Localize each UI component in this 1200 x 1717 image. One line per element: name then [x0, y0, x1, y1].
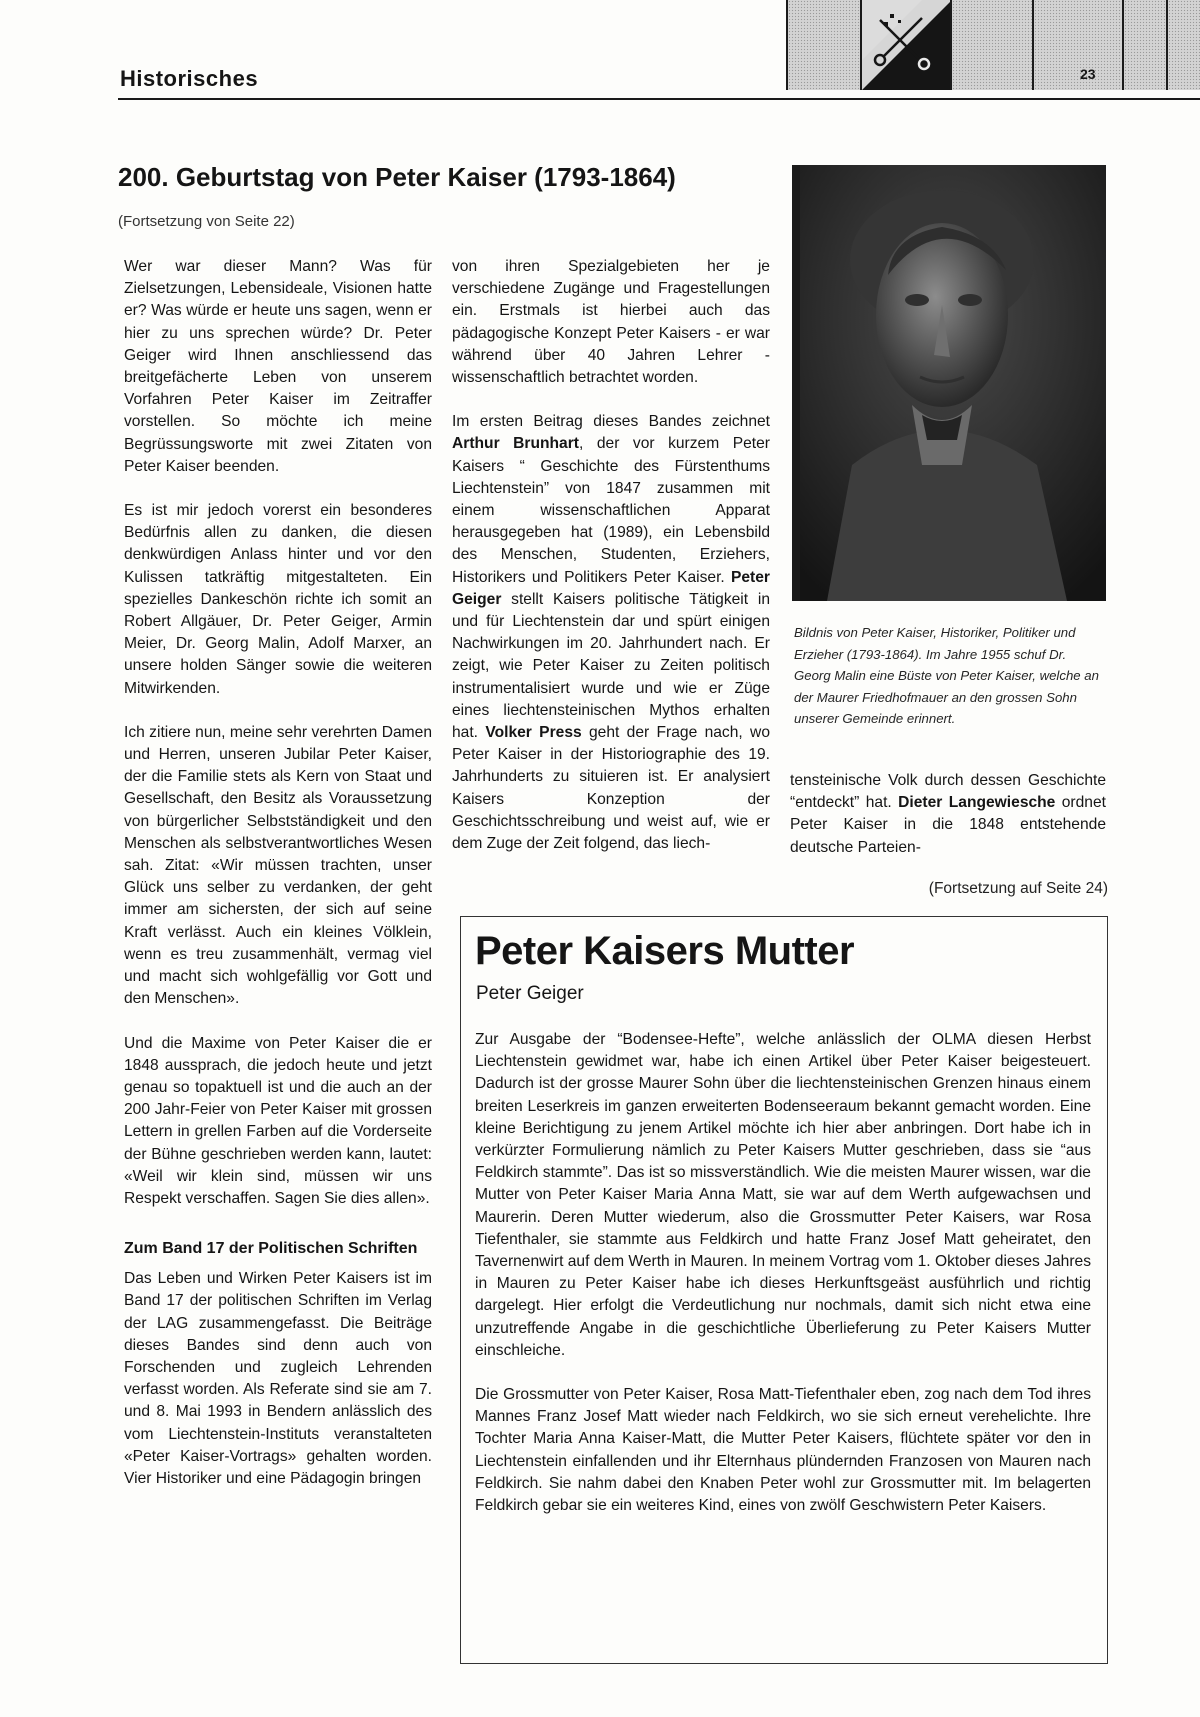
boxed-article-body: [475, 1029, 1091, 1517]
page-number: 23: [1080, 66, 1096, 82]
text-run: stellt Kaisers politische Tätigkeit in und für Liechtenstein dar und spürt einigen Nachwirkungen im 20. Jahrhundert nach. Er zeigt, wie Peter Kaiser zu Zeiten politisch instrumentalisiert wurde und wie er Züge eines liechtensteinischen Mythos erhalten hat.: [452, 590, 770, 742]
paragraph: [452, 411, 770, 855]
paragraph: Wer war dieser Mann? Was für Zielsetzungen, Lebensideale, Visionen hatte er? Was würde er heute uns sagen, wenn er hier zu uns sprechen würde? Dr. Peter Geiger wird Ihnen anschliessend das breitgefächerte Leben von unserem Vorfahren Peter Kaiser im Zeitraffer vorstellen. So möchte ich meine Begrüssungsworte mit zwei Zitaten von Peter Kaiser beenden.: [124, 258, 432, 475]
tab-cell: [1122, 0, 1166, 90]
tab-cell: [1166, 0, 1200, 90]
paragraph: Zur Ausgabe der “Bodensee-Hefte”, welche anlässlich der OLMA diesen Herbst Liechtenstein gewidmet war, habe ich einen Artikel über Peter Kaiser beigesteuert. Dadurch ist der grosse Maurer Sohn über die liechtensteinischen Grenzen hinaus einem breiten Leserkreis im ganzen erweiterten Bodenseeraum bekannt gemacht worden. Eine kleine Berichtigung zu jenem Artikel möchte ich hier aber anbringen. Dort habe ich in verkürzter Formulierung nämlich zu Peter Kaisers Mutter geschrieben, dass sie “aus Feldkirch stammte”. Das ist so missverständlich. Wie die meisten Maurer wissen, war die Mutter von Peter Kaiser Maria Anna Matt, sie war auf dem Werth aufgewachsen und Maurerin. Deren Mutter wiederum, also die Grossmutter Peter Kaisers, war Rosa Tiefenthaler, sie stammte aus Feldkirch und hatte Franz Josef Matt geheiratet, den Tavernenwirt auf dem Werth in Mauren. In meinem Vortrag vom 1. Oktober dieses Jahres in Mauren zu Peter Kaiser habe ich dieses Herkunftsgeäst ausführlich und richtig dargelegt. Hier erfolgt die Verdeutlichung nur nochmals, damit sich nicht etwa eine unzutreffende Angabe in die geschichtliche Überlieferung zu Peter Kaisers Mutter einschleiche.: [475, 1031, 1091, 1359]
paragraph: Die Grossmutter von Peter Kaiser, Rosa Matt-Tiefenthaler eben, zog nach dem Tod ihres Mannes Franz Josef Matt wieder nach Feldkirch, wo sie sich erneut verehelichte. Ihre Tochter Maria Anna Kaiser-Matt, die Mutter Peter Kaisers, flüchtete später vor den in Liechtenstein einfallenden und ihr Elternhaus plündernden Franzosen von Mauren nach Feldkirch. Sie nahm dabei den Knaben Peter wohl zur Grossmutter mit. Im belagerten Feldkirch gebar sie ein weiteres Kind, eines von zwölf Geschwistern Peter Kaisers.: [475, 1386, 1091, 1515]
tab-cell: [1032, 0, 1122, 90]
article-title: 200. Geburtstag von Peter Kaiser (1793-1864): [118, 162, 676, 192]
author-name: Arthur Brunhart: [452, 435, 579, 453]
photo-caption: Bildnis von Peter Kaiser, Historiker, Politiker und Erzieher (1793-1864). Im Jahre 1955 schuf Dr. Georg Malin eine Büste von Peter Kaiser, welche an der Maurer Friedhofmauer an den grossen Sohn unserer Gemeinde erinnert.: [794, 625, 1099, 726]
paragraph: [790, 770, 1106, 859]
tab-cell: [950, 0, 1032, 90]
author-name: Peter Geiger: [452, 568, 770, 608]
crossed-keys-emblem-icon: [860, 0, 950, 90]
boxed-article: [460, 916, 1108, 1664]
text-run: tensteinische Volk durch dessen Geschichte “entdeckt” hat.: [790, 772, 1106, 812]
text-run: , der vor kurzem Peter Kaisers “ Geschichte des Fürstenthums Liechtenstein” von 1847 zusammen mit einem wissenschaftlichen Apparat herausgegeben hat (1989), ein Lebensbild des Menschen, Studenten, Erziehers, Historikers und Politikers Peter Kaiser.: [452, 435, 770, 586]
boxed-article-title: Peter Kaisers Mutter: [475, 929, 855, 973]
article-column-1: [124, 256, 432, 1490]
text-run: Im ersten Beitrag dieses Bandes zeichnet: [452, 413, 770, 431]
header-rule: [118, 98, 1200, 100]
article-column-2: [452, 256, 770, 855]
paragraph: Es ist mir jedoch vorerst ein besonderes Bedürfnis allen zu danken, die diesen denkwürdigen Anlass hinter und vor den Kulissen tatkräftig mitgestalteten. Ein spezielles Dankeschön richte ich somit an Robert Allgäuer, Dr. Peter Geiger, Armin Meier, Dr. Georg Malin, Adolf Marxer, an unsere holden Sänger sowie die weiteren Mitwirkenden.: [124, 502, 432, 697]
author-name: Volker Press: [485, 724, 582, 742]
tab-cell: [786, 0, 860, 90]
paragraph: von ihren Spezialgebieten her je verschiedene Zugänge und Fragestellungen ein. Erstmals ist hierbei auch das pädagogische Konzept Peter Kaisers - er war während über 40 Jahren Lehrer - wissenschaftlich betrachtet worden.: [452, 258, 770, 387]
portrait-photo: [792, 165, 1106, 601]
article-column-3: [790, 770, 1106, 859]
paragraph: Das Leben und Wirken Peter Kaisers ist im Band 17 der politischen Schriften im Verlag der LAG zusammengefasst. Die Beiträge dieses Bandes sind denn auch von Forschenden und zugleich Lehrenden verfasst worden. Als Referate sind sie am 7. und 8. Mai 1993 in Bendern anlässlich des vom Liechtenstein-Instituts veranstalteten «Peter Kaiser-Vortrags» gehalten worden. Vier Historiker und eine Pädagogin bringen: [124, 1270, 432, 1487]
header-tab-strip: [786, 0, 1200, 90]
continued-from-note: (Fortsetzung von Seite 22): [118, 213, 295, 230]
author-name: Dieter Langewiesche: [898, 794, 1056, 812]
text-run: ordnet Peter Kaiser in die 1848 entstehende deutsche Parteien-: [790, 794, 1106, 856]
text-run: geht der Frage nach, wo Peter Kaiser in der Historiographie des 19. Jahrhunderts zu situieren ist. Er analysiert Kaisers Konzeption der Geschichtsschreibung und weist auf, wie er dem Zuge der Zeit folgend, das liech-: [452, 724, 770, 853]
boxed-article-author: Peter Geiger: [476, 983, 584, 1004]
paragraph: Ich zitiere nun, meine sehr verehrten Damen und Herren, unseren Jubilar Peter Kaiser, der die Familie stets als Kern von Staat und Gesellschaft, den Besitz als Voraussetzung von bürgerlicher Selbstständigkeit und den Menschen als selbstverantwortliches Wesen sah. Zitat: «Wir müssen trachten, unser Glück uns selber zu verdanken, der geht immer am sichersten, der sich auf seine Kraft verlässt. Auch ein kleines Völklein, wenn es treu zusammenhält, vermag viel und macht sich wohlgefällig vor Gott und den Menschen».: [124, 723, 432, 1008]
continued-to-note: (Fortsetzung auf Seite 24): [928, 880, 1108, 897]
section-title: Historisches: [120, 66, 259, 91]
subheading: Zum Band 17 der Politischen Schriften: [124, 1240, 418, 1258]
paragraph: Und die Maxime von Peter Kaiser die er 1848 aussprach, die jedoch heute und jetzt genau so topaktuell ist und die auch an der 200 Jahr-Feier von Peter Kaiser mit grossen Lettern in grellen Farben auf die Vorderseite der Bühne geschrieben werden kann, lautet: «Weil wir klein sind, müssen wir uns Respekt verschaffen. Sagen Sie dies allen».: [124, 1034, 432, 1207]
